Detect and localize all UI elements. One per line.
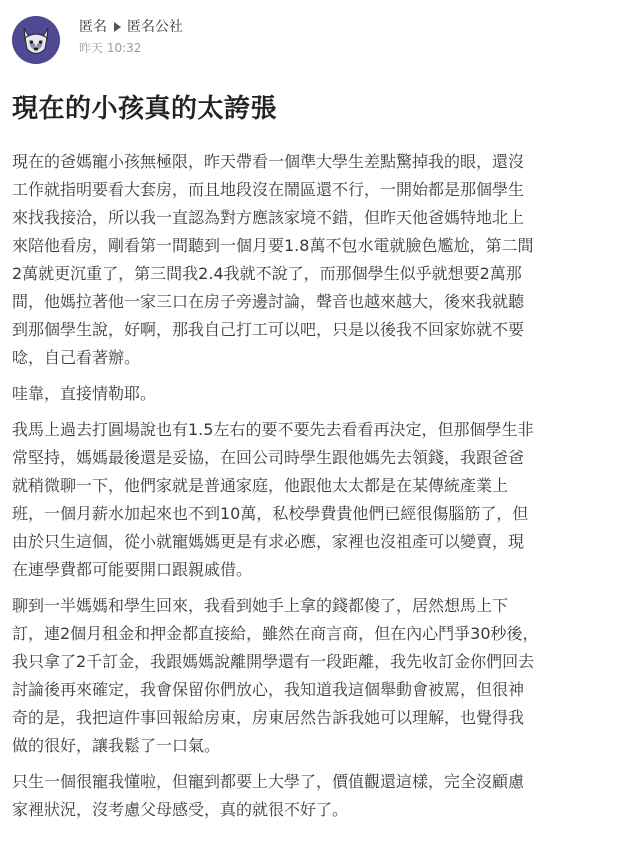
post-timestamp: 昨天 10:32 [79, 41, 142, 55]
breadcrumb [79, 17, 183, 37]
post-meta [79, 17, 183, 56]
post-paragraph: 只生一個很寵我懂啦，但寵到都要上大學了，價值觀還這樣，完全沒顧慮 家裡狀況，沒考慮父母感受，真的就很不好了。 [12, 772, 525, 819]
post-header [12, 14, 612, 66]
triangle-right-icon [114, 22, 121, 32]
post-paragraph: 哇靠，直接情勒耶。 [12, 384, 157, 403]
post-title: 現在的小孩真的太誇張 [12, 94, 278, 124]
post-content [12, 148, 612, 832]
author-name[interactable]: 匿名 [79, 19, 107, 35]
avatar[interactable] [12, 16, 60, 64]
post-paragraph: 現在的爸媽寵小孩無極限，昨天帶看一個準大學生差點驚掉我的眼，還沒 工作就指明要看大套房，而且地段沒在鬧區還不行，一開始都是那個學生 來找我接洽，所以我一直認為對方應該家境不錯，但昨天他爸媽特地北上 來陪他看房，剛看第一間聽到一個月要1.8萬不包水電就臉色尷尬，第二間 2萬就更沉重了，第三間我2.4我就不說了，而那個學生似乎就想要2萬那 間，他媽拉著他一家三口在房子旁邊討論，聲音也越來越大，後來我就聽 到那個學生說，好啊，那我自己打工可以吧，只是以後我不回家妳就不要 唸，自己看著辦。 [12, 152, 534, 367]
board-link[interactable]: 匿名公社 [127, 19, 183, 35]
wolf-avatar-icon [12, 16, 60, 64]
post-paragraph: 聊到一半媽媽和學生回來，我看到她手上拿的錢都傻了，居然想馬上下 訂，連2個月租金和押金都直接給，雖然在商言商，但在內心鬥爭30秒後， 我只拿了2千訂金，我跟媽媽說離開學還有一段距離，我先收訂金你們回去 討論後再來確定，我會保留你們放心，我知道我這個舉動會被罵，但很神 奇的是，我把這件事回報給房東，房東居然告訴我她可以理解，也覺得我 做的很好，讓我鬆了一口氣。 [12, 596, 539, 755]
post-paragraph: 我馬上過去打圓場說也有1.5左右的要不要先去看看再決定，但那個學生非 常堅持，媽媽最後還是妥協，在回公司時學生跟他媽先去領錢，我跟爸爸 就稍微聊一下，他們家就是普通家庭，他跟他太太都是在某傳統產業上 班，一個月薪水加起來也不到10萬，私校學費貴他們已經很傷腦筋了，但 由於只生這個，從小就寵媽媽更是有求必應，家裡也沒祖產可以變賣，現 在連學費都可能要開口跟親戚借。 [12, 420, 534, 579]
